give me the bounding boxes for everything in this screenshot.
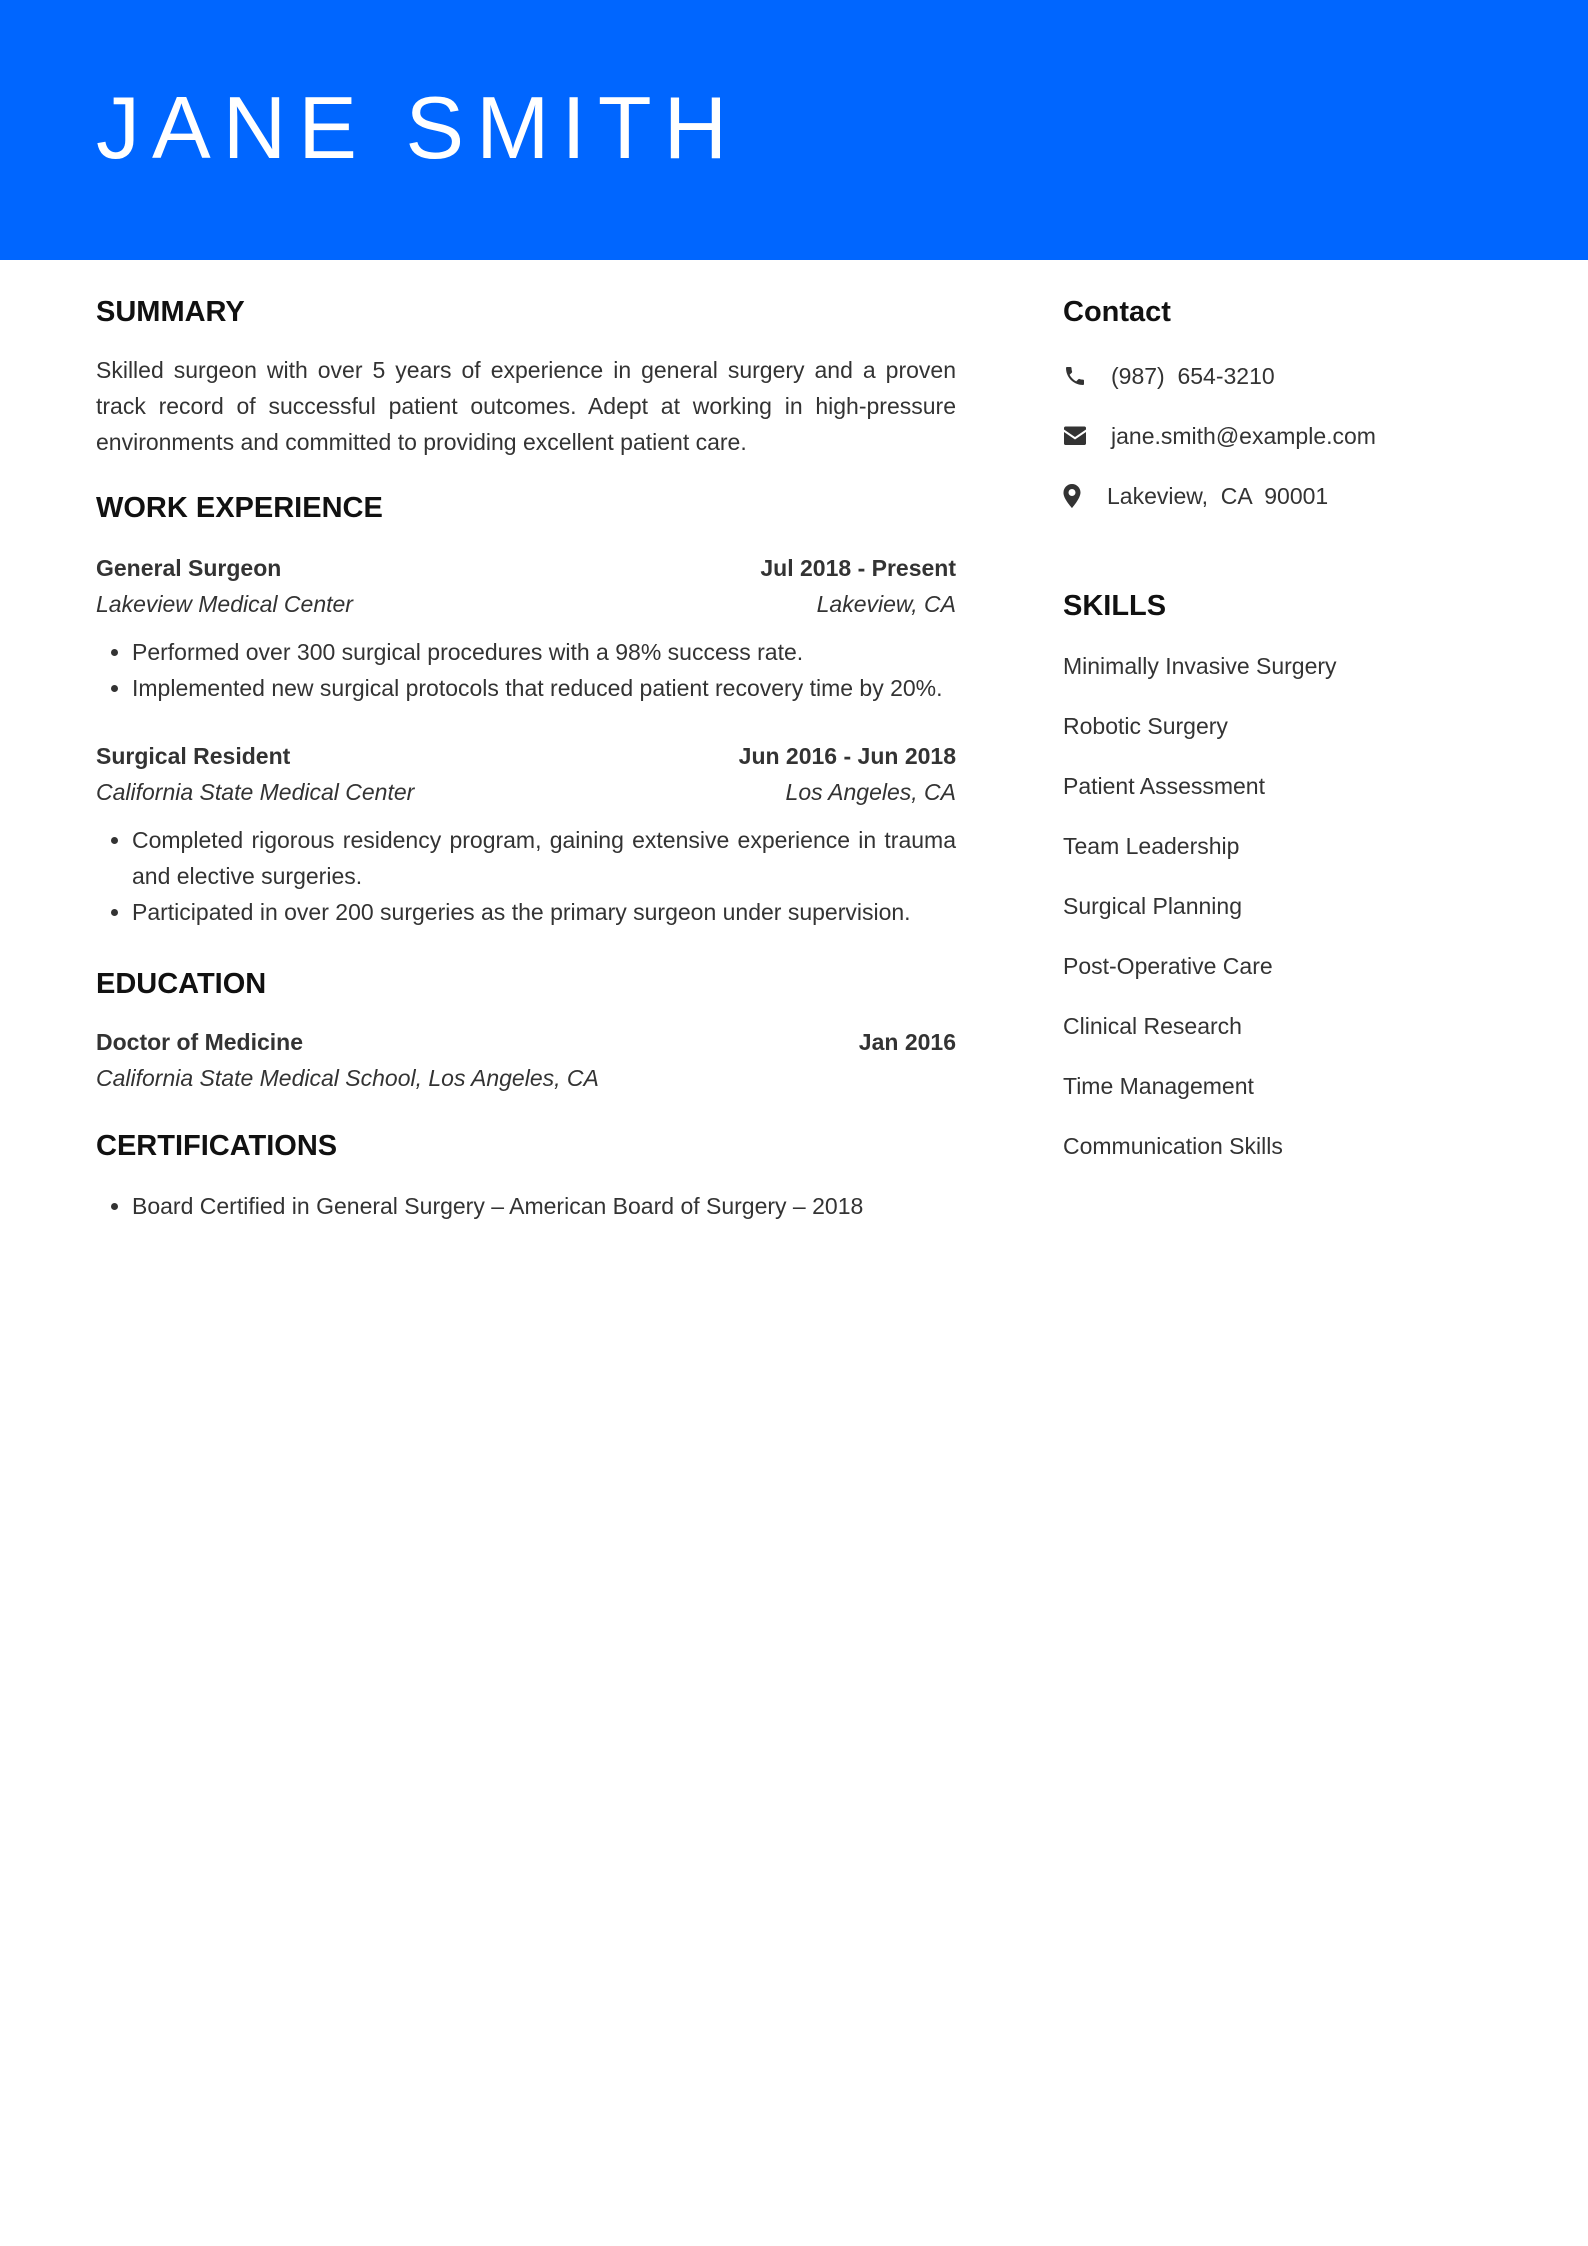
contact-address [1063,478,1503,514]
education-section [96,964,956,1096]
email-address[interactable]: jane.smith@example.com [1111,423,1376,449]
job-bullets [96,822,956,930]
job-location: Lakeview, CA [816,591,956,617]
certifications-section [96,1126,956,1224]
address: Lakeview, CA 90001 [1107,483,1329,509]
skills-section [1063,586,1503,1164]
work-experience-section [96,488,956,930]
degree-date: Jan 2016 [858,1029,956,1055]
certification-item: • Board Certified in General Surgery – American Board of Surgery – 2018 [132,1188,956,1224]
job-bullet: • Participated in over 200 surgeries as the primary surgeon under supervision. [132,894,956,930]
school: California State Medical School, Los Angeles, CA [96,1065,599,1091]
work-experience-title: WORK EXPERIENCE [96,492,383,524]
job-dates: Jul 2018 - Present [760,555,956,581]
job-role: Surgical Resident [96,743,291,769]
envelope-icon [1063,423,1089,449]
skill-item: Minimally Invasive Surgery [1063,653,1337,679]
contact-title: Contact [1063,296,1171,328]
contact-section [1063,292,1503,514]
phone-icon [1063,363,1089,389]
summary-section [96,292,956,460]
degree: Doctor of Medicine [96,1029,304,1055]
phone-number: (987) 654-3210 [1111,363,1275,389]
contact-phone [1063,358,1503,394]
job-organization: California State Medical Center [96,779,415,805]
map-pin-icon [1063,483,1089,509]
job-bullet: • Performed over 300 surgical procedures with a 98% success rate. [132,634,956,670]
candidate-name: JANE SMITH [96,78,740,177]
skill-item: Post-Operative Care [1063,953,1273,979]
skills-title: SKILLS [1063,590,1167,622]
job-location: Los Angeles, CA [785,779,956,805]
skill-item: Time Management [1063,1073,1254,1099]
contact-email [1063,418,1503,454]
job-bullets [96,634,956,706]
certification-list [96,1188,956,1224]
header-banner [0,0,1588,260]
main-column [96,292,956,1224]
skill-item: Robotic Surgery [1063,713,1228,739]
job-entry [96,738,956,930]
job-role: General Surgeon [96,555,282,581]
education-title: EDUCATION [96,968,267,1000]
job-entry [96,550,956,706]
job-organization: Lakeview Medical Center [96,591,353,617]
skills-list [1063,648,1503,1164]
skill-item: Patient Assessment [1063,773,1265,799]
certifications-title: CERTIFICATIONS [96,1130,338,1162]
summary-text: Skilled surgeon with over 5 years of experience in general surgery and a proven track record of successful patient outcomes. Adept at working in high-pressure environments and committed to providing excellent patient care. [96,357,956,455]
skill-item: Clinical Research [1063,1013,1242,1039]
skill-item: Surgical Planning [1063,893,1243,919]
job-dates: Jun 2016 - Jun 2018 [738,743,956,769]
sidebar-column [1063,292,1503,1188]
skill-item: Communication Skills [1063,1133,1283,1159]
skill-item: Team Leadership [1063,833,1240,859]
job-bullet: • Completed rigorous residency program, gaining extensive experience in trauma and elective surgeries. [132,822,956,894]
job-bullet: • Implemented new surgical protocols that reduced patient recovery time by 20%. [132,670,956,706]
summary-title: SUMMARY [96,296,245,328]
